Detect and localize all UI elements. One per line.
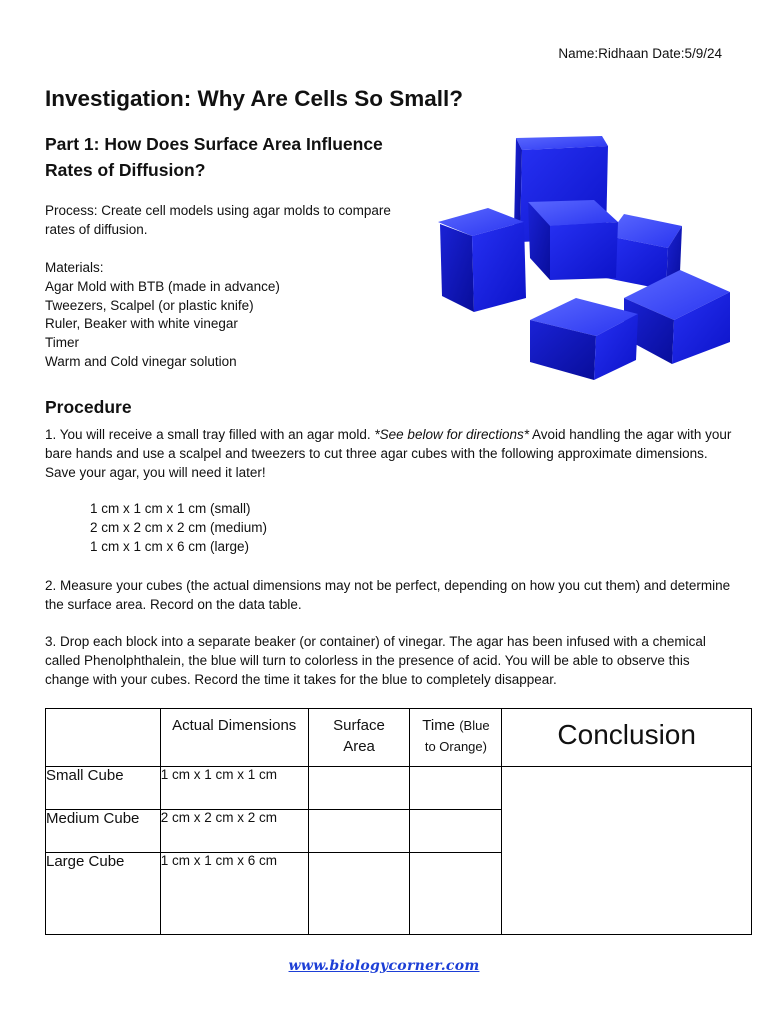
cube-middle xyxy=(528,200,618,280)
materials-item: Agar Mold with BTB (made in advance) xyxy=(45,278,280,294)
time-cell-medium[interactable] xyxy=(410,810,502,853)
cube-left xyxy=(438,208,526,312)
step1-italic: *See below for directions* xyxy=(374,427,529,442)
agar-cubes-image xyxy=(430,130,736,384)
process-text xyxy=(45,202,425,240)
header-time-sub: (Blue to Orange) xyxy=(424,718,490,754)
header-empty-cell xyxy=(46,709,161,767)
step1-rest: Avoid handling the agar with your bare hands and use a scalpel and tweezers to cut three agar cubes with the following approximate dimensions. Save your agar, you will need it later! xyxy=(45,427,732,480)
surface-area-cell-large[interactable] xyxy=(308,853,410,935)
row-label-large: Large Cube xyxy=(46,853,161,935)
dimension-item: 1 cm x 1 cm x 1 cm (small) xyxy=(90,501,251,516)
materials-item: Timer xyxy=(45,335,79,351)
procedure-step-2: 2. Measure your cubes (the actual dimensions may not be perfect, depending on how you cut them) and determine the surface area. Record on the data table. xyxy=(45,578,731,612)
row-label-medium: Medium Cube xyxy=(46,810,161,853)
materials-list xyxy=(45,259,425,372)
dimensions-list xyxy=(90,500,267,556)
part1-heading-line1: Part 1: How Does Surface Area Influence xyxy=(45,134,383,154)
header-surface-area: Surface Area xyxy=(308,709,410,767)
data-table xyxy=(45,708,752,935)
surface-area-cell-medium[interactable] xyxy=(308,810,410,853)
header-conclusion: Conclusion xyxy=(502,709,752,767)
name-date-line: Name:Ridhaan Date:5/9/24 xyxy=(558,46,722,61)
time-cell-large[interactable] xyxy=(410,853,502,935)
part1-heading-line2: Rates of Diffusion? xyxy=(45,160,206,180)
dimension-item: 1 cm x 1 cm x 6 cm (large) xyxy=(90,538,250,554)
time-cell-small[interactable] xyxy=(410,767,502,810)
row-dims-medium: 2 cm x 2 cm x 2 cm xyxy=(160,810,308,853)
footer-website-link[interactable]: www.biologycorner.com xyxy=(288,958,480,974)
header-actual-dimensions: Actual Dimensions xyxy=(160,709,308,767)
materials-item: Tweezers, Scalpel (or plastic knife) xyxy=(45,297,254,313)
materials-label: Materials: xyxy=(45,260,104,275)
dimension-item: 2 cm x 2 cm x 2 cm (medium) xyxy=(90,519,268,535)
step1-lead: 1. You will receive a small tray filled with an agar mold. xyxy=(45,427,375,442)
procedure-step-1 xyxy=(45,426,735,482)
header-time-main: Time xyxy=(422,717,460,734)
conclusion-cell[interactable] xyxy=(502,767,752,935)
materials-item: Ruler, Beaker with white vinegar xyxy=(45,316,238,332)
cube-front-center xyxy=(530,298,638,380)
surface-area-cell-small[interactable] xyxy=(308,767,410,810)
table-header-row xyxy=(46,709,752,767)
procedure-heading: Procedure xyxy=(45,397,132,417)
page-title: Investigation: Why Are Cells So Small? xyxy=(45,86,463,111)
header-time xyxy=(410,709,502,767)
table-row xyxy=(46,767,752,810)
process-line1: Process: Create cell models using agar molds to compare xyxy=(45,203,391,218)
process-line2: rates of diffusion. xyxy=(45,221,148,237)
row-dims-small: 1 cm x 1 cm x 1 cm xyxy=(160,767,308,810)
procedure-step-3: 3. Drop each block into a separate beaker (or container) of vinegar. The agar has been infused with a chemical called Phenolphthalein, the blue will turn to colorless in the presence of acid. You will be able to observe this change with your cubes. Record the time it takes for the blue to completely disappear. xyxy=(45,634,706,687)
row-label-small: Small Cube xyxy=(46,767,161,810)
part1-heading xyxy=(45,131,425,183)
row-dims-large: 1 cm x 1 cm x 6 cm xyxy=(160,853,308,935)
materials-item: Warm and Cold vinegar solution xyxy=(45,353,237,369)
